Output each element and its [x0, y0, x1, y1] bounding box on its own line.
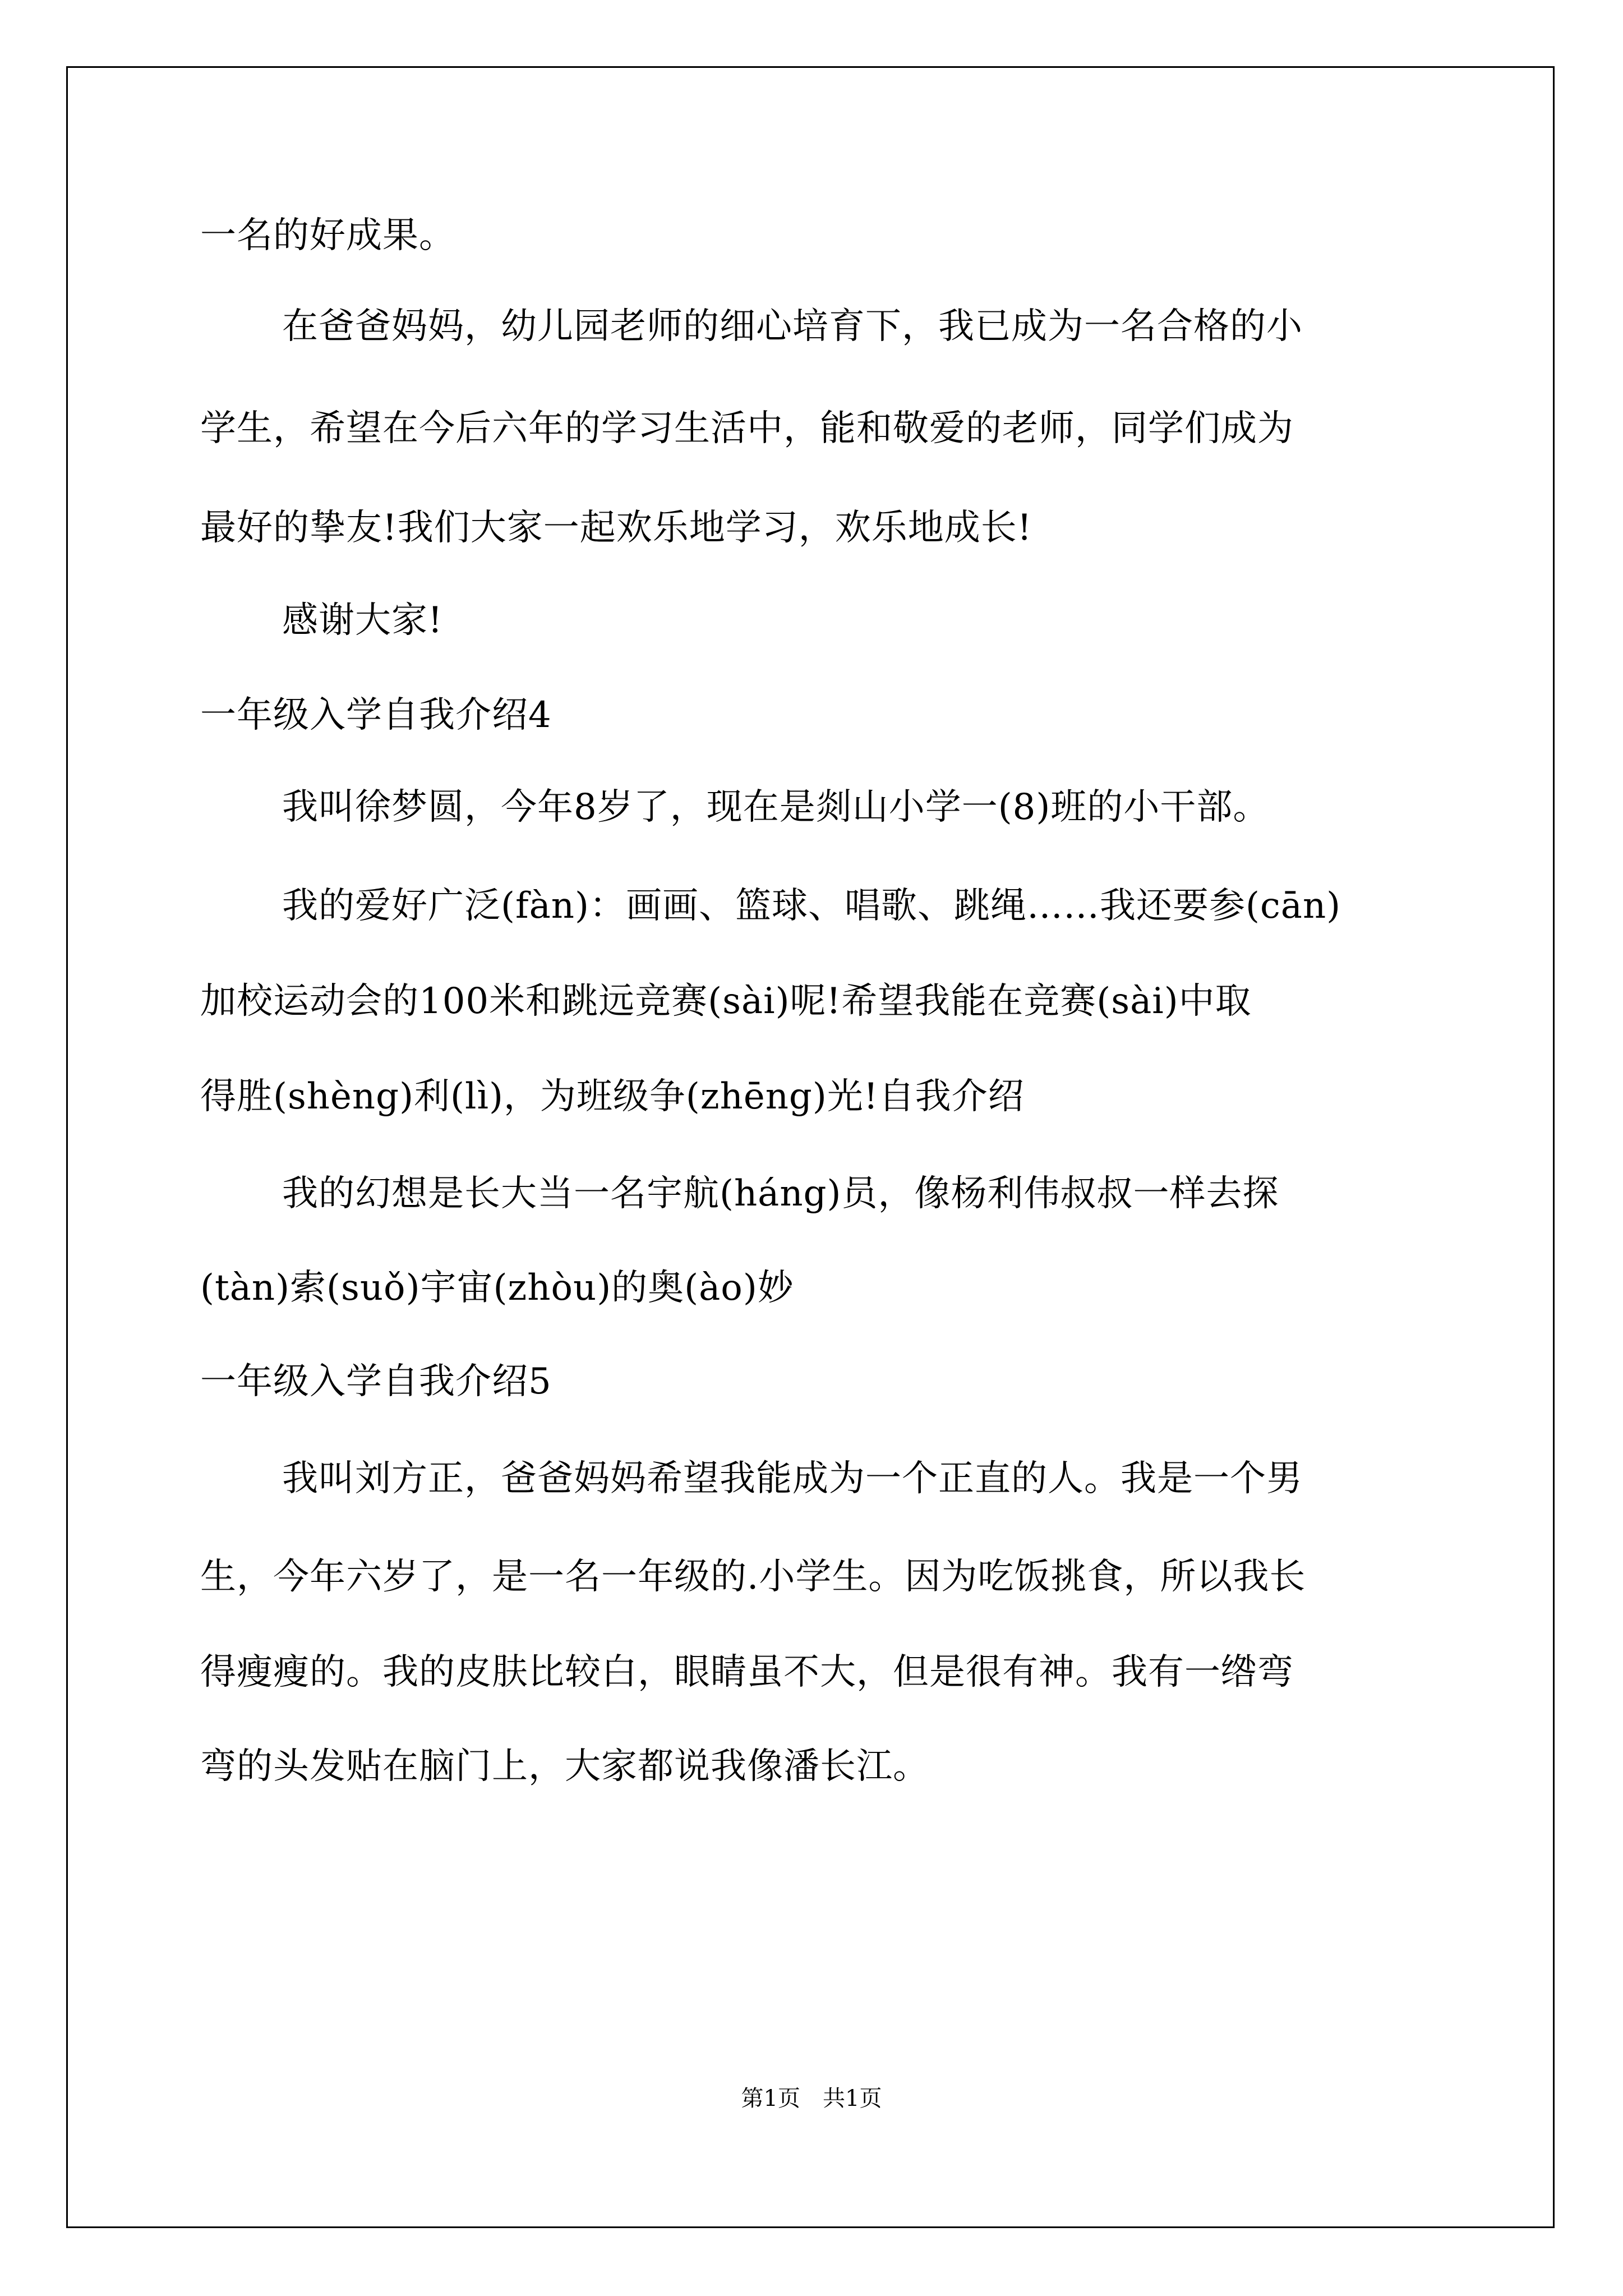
paragraph-line: (tàn)索(suǒ)宇宙(zhòu)的奥(ào)妙	[200, 1267, 794, 1309]
paragraph-line: 感谢大家!	[282, 600, 443, 641]
paragraph-line: 在爸爸妈妈，幼儿园老师的细心培育下，我已成为一名合格的小	[282, 306, 1303, 347]
paragraph-line: 生，今年六岁了，是一名一年级的.小学生。因为吃饭挑食，所以我长	[200, 1556, 1306, 1598]
section-heading: 一年级入学自我介绍4	[200, 694, 552, 736]
paragraph-line: 我叫刘方正，爸爸妈妈希望我能成为一个正直的人。我是一个男	[282, 1458, 1303, 1499]
section-heading: 一年级入学自我介绍5	[200, 1361, 552, 1402]
paragraph-line: 最好的挚友!我们大家一起欢乐地学习，欢乐地成长!	[200, 507, 1032, 549]
page-number-footer: 第1页 共1页	[741, 2086, 882, 2111]
paragraph-line: 弯的头发贴在脑门上，大家都说我像潘长江。	[200, 1746, 929, 1787]
paragraph-line: 得瘦瘦的。我的皮肤比较白，眼睛虽不大，但是很有神。我有一绺弯	[200, 1651, 1294, 1693]
page-border	[66, 66, 1555, 2228]
paragraph-line: 得胜(shèng)利(lì)，为班级争(zhēng)光!自我介绍	[200, 1076, 1025, 1117]
paragraph-line: 我的幻想是长大当一名宇航(háng)员，像杨利伟叔叔一样去探	[282, 1173, 1279, 1214]
paragraph-line: 我的爱好广泛(fàn)：画画、篮球、唱歌、跳绳……我还要参(cān)	[282, 885, 1341, 927]
paragraph-line: 学生，希望在今后六年的学习生活中，能和敬爱的老师，同学们成为	[200, 408, 1294, 449]
paragraph-line-continuation: 一名的好成果。	[200, 215, 455, 256]
paragraph-line: 加校运动会的100米和跳远竞赛(sài)呢!希望我能在竞赛(sài)中取	[200, 981, 1252, 1022]
paragraph-line: 我叫徐梦圆，今年8岁了，现在是剡山小学一(8)班的小干部。	[282, 786, 1270, 828]
